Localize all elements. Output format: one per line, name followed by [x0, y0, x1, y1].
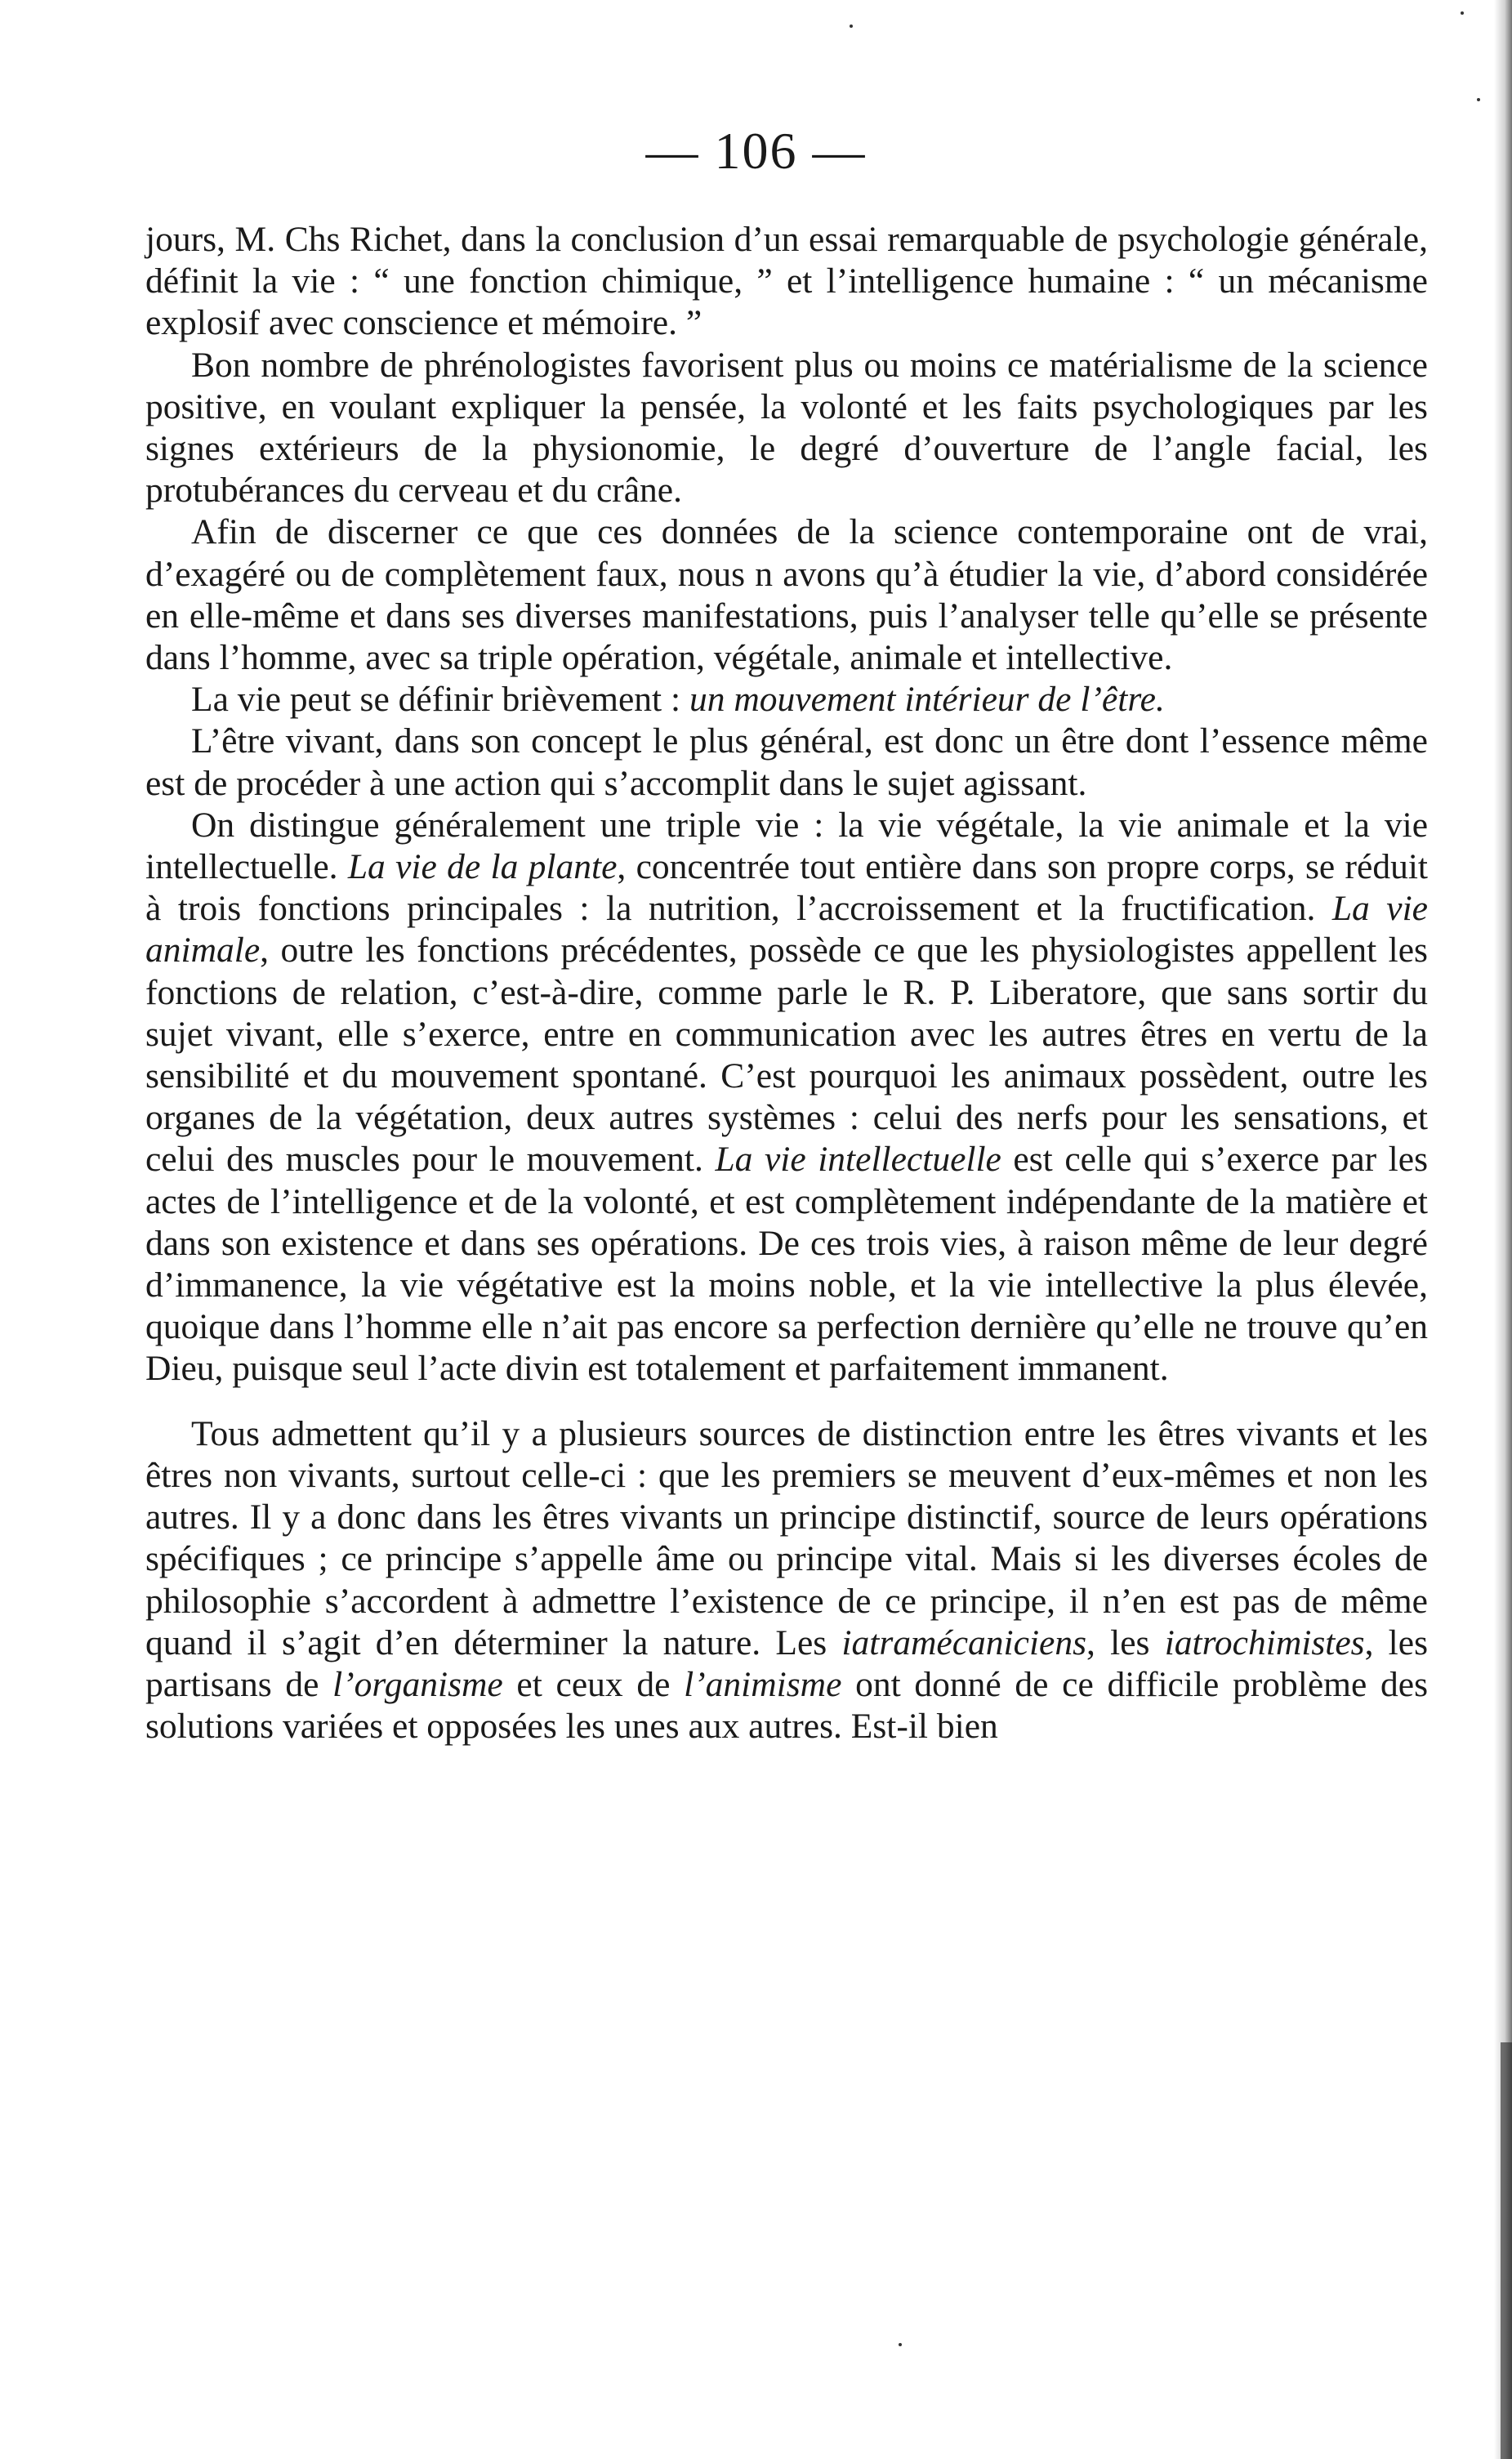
italic-phrase: iatramécaniciens	[841, 1622, 1087, 1662]
speck	[1477, 98, 1480, 101]
paragraph	[145, 345, 1428, 512]
text-run: , outre les fonctions précédentes, possède ce que les physiologistes appellent les fonctions de relation, c’est-à-dire, comme parle le R. P. Liberatore, que sans sortir du sujet vivant, elle s’exerce, entre en communication avec les autres êtres en vertu de la sensibilité et du mouvement spontané. C’est pourquoi les animaux possèdent, outre les organes de la végétation, deux autres systèmes : celui des nerfs pour les sensations, et celui des muscles pour le mouvement.	[145, 930, 1428, 1180]
speck	[850, 25, 853, 28]
italic-phrase: La vie intellectuelle	[715, 1140, 1001, 1180]
text-run: jours, M. Chs Richet, dans la conclusion d’un essai remarquable de psychologie générale, définit la vie : “ une fonction chimique, ” et l’intelligence humaine : “ un mécanisme explosif avec conscience et mémoire. ”	[145, 220, 1428, 343]
paragraph	[145, 219, 1428, 345]
italic-phrase: l’organisme	[332, 1664, 503, 1704]
paragraph	[145, 721, 1428, 804]
text-run: Tous admettent qu’il y a plusieurs sources de distinction entre les êtres vivants et les êtres non vivants, surtout celle-ci : que les premiers se meuvent d’eux-mêmes et non les autres. Il y a donc dans les êtres vivants un principe distinctif, source de leurs opérations spécifiques ; ce principe s’appelle âme ou principe vital. Mais si les diverses écoles de philosophie s’accordent à admettre l’existence de ce principe, il n’en est pas de même quand il s’agit d’en déterminer la nature. Les	[145, 1413, 1428, 1662]
body-text	[145, 219, 1428, 1747]
text-run: est celle qui s’exerce par les actes de l’intelligence et de la volonté, et est complètement indépendante de la matière et dans son existence et dans ses opérations. De ces trois vies, à raison même de leur degré d’immanence, la vie végétative est la moins noble, et la vie intellective la plus élevée, quoique dans l’homme elle n’ait pas encore sa perfection dernière qu’elle ne trouve qu’en Dieu, puisque seul l’acte divin est totalement et parfaitement immanent.	[145, 1140, 1428, 1389]
italic-phrase: un mouvement intérieur de l’être.	[689, 680, 1165, 720]
text-run: L’être vivant, dans son concept le plus général, est donc un être dont l’essence même est de procéder à une action qui s’accomplit dans le sujet agissant.	[145, 721, 1428, 803]
text-run: et ceux de	[502, 1664, 685, 1704]
paragraph	[145, 679, 1428, 721]
italic-phrase: iatrochimistes	[1164, 1622, 1365, 1662]
speck	[899, 2343, 902, 2346]
text-run: , les	[1086, 1622, 1165, 1662]
text-run: , concentrée tout entière dans son propre corps, se réduit à trois fonctions principales : la nutrition, l’accroissement et la fructification.	[145, 847, 1428, 929]
text-run: On distingue généralement une triple vie : la vie végétale, la vie animale et la vie intellectuelle.	[145, 805, 1428, 887]
italic-phrase: l’animisme	[684, 1664, 842, 1704]
text-run: , les partisans de	[145, 1622, 1429, 1704]
text-run: La vie peut se définir brièvement :	[191, 680, 689, 720]
italic-phrase: La vie animale	[145, 889, 1428, 971]
page-number: — 106 —	[645, 122, 867, 180]
paragraph	[145, 805, 1428, 1390]
text-run: Bon nombre de phrénologistes favorisent plus ou moins ce matérialisme de la science positive, en voulant expliquer la pensée, la volonté et les faits psychologiques par les signes extérieurs de la physionomie, le degré d’ouverture de l’angle facial, les protubérances du cerveau et du crâne.	[145, 345, 1428, 511]
paragraph	[145, 1413, 1428, 1748]
speck	[1461, 11, 1464, 15]
paragraph	[145, 511, 1428, 679]
text-run: ont donné de ce difficile problème des solutions variées et opposées les unes aux autres. Est-il bien	[145, 1664, 1428, 1747]
italic-phrase: La vie de la plante	[347, 847, 618, 887]
page-edge-dark	[1501, 2042, 1512, 2459]
text-run: Afin de discerner ce que ces données de la science contemporaine ont de vrai, d’exagéré ou de complètement faux, nous n avons qu’à étudier la vie, d’abord considérée en elle-même et dans ses diverses manifestations, puis l’analyser telle qu’elle se présente dans l’homme, avec sa triple opération, végétale, animale et intellective.	[145, 512, 1428, 678]
